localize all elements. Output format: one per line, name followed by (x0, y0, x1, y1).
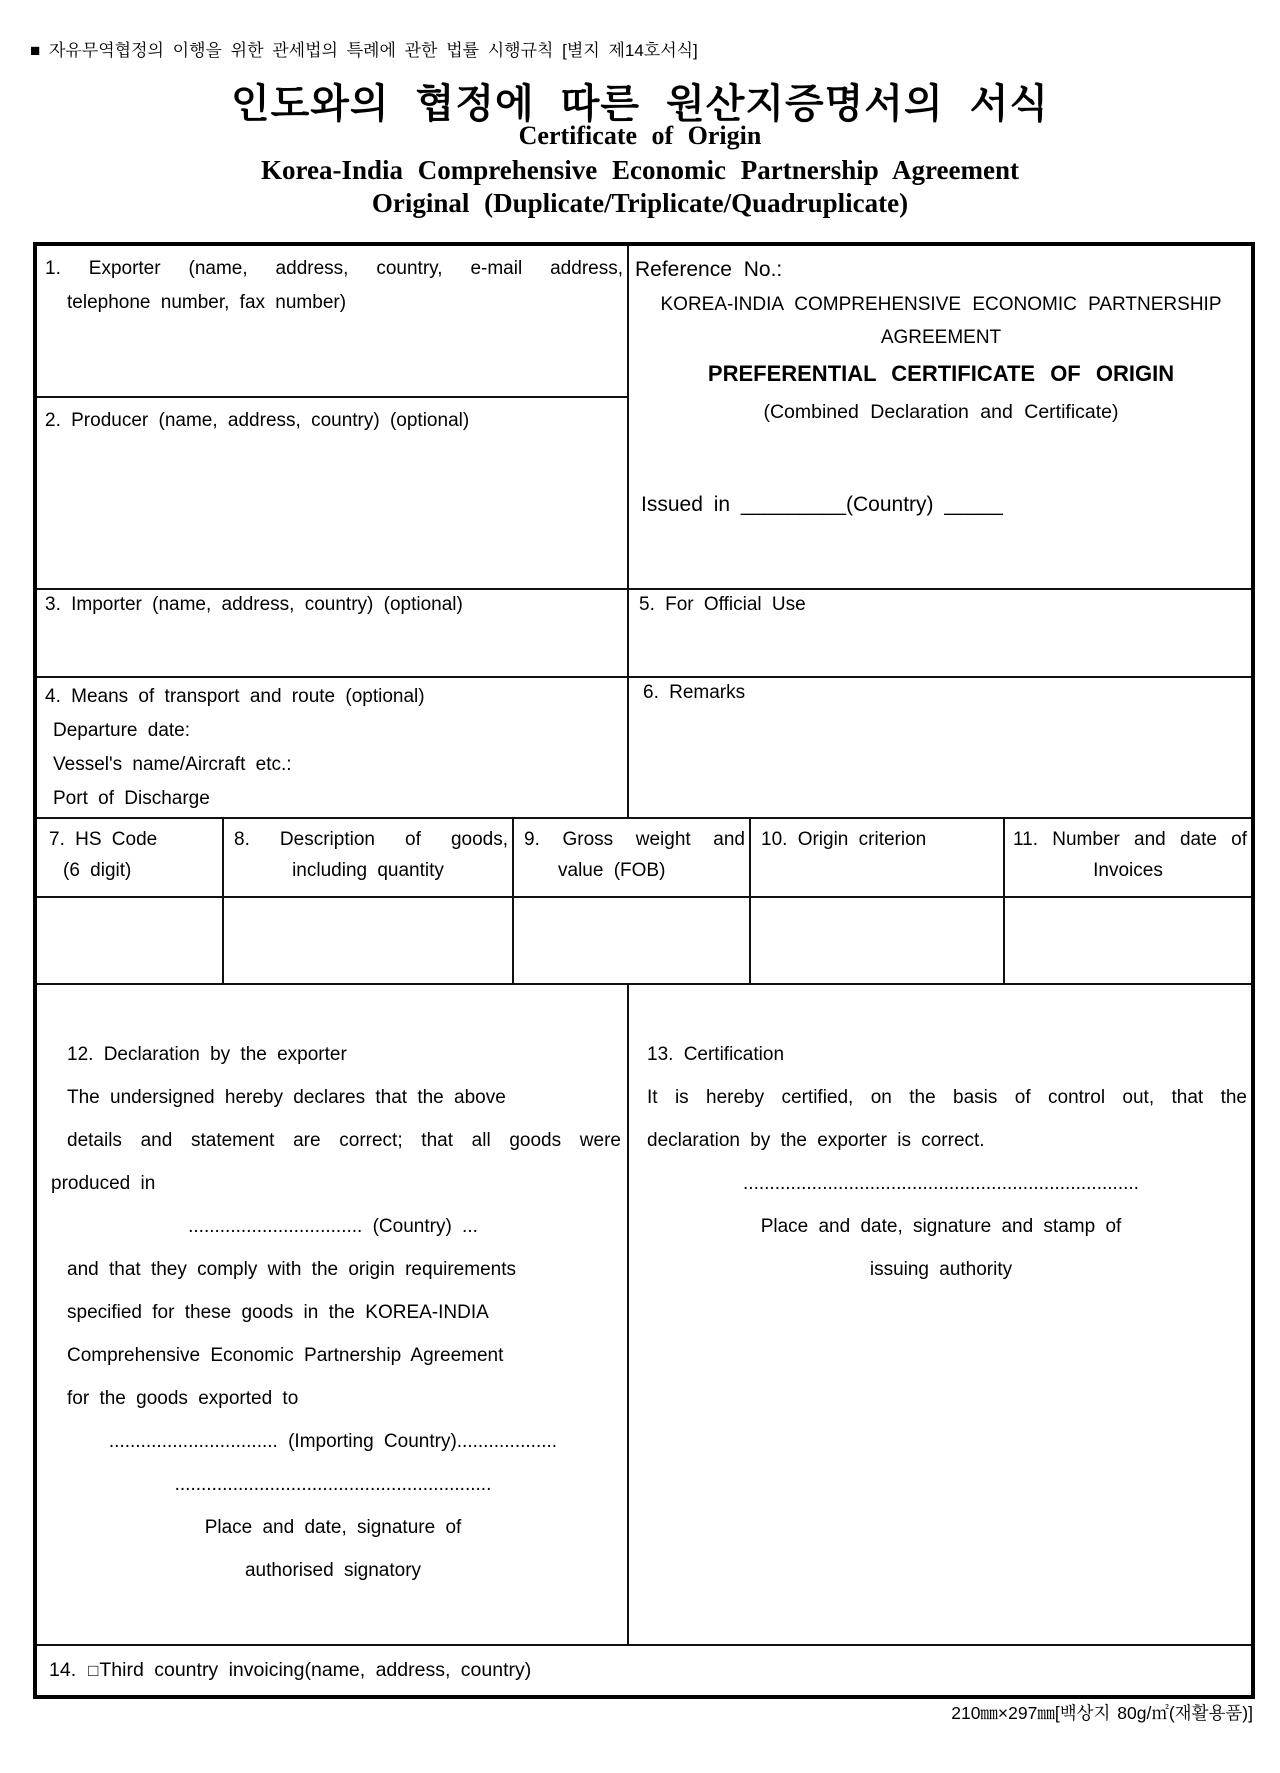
divider-line (37, 896, 1251, 898)
exporter-label-line1: 1. Exporter (name, address, country, e-mail address, (45, 258, 623, 279)
exporter-field (37, 252, 629, 320)
authority-caption-line2: issuing authority (869, 1259, 1013, 1280)
signature-dotted-line: ............................................................ (174, 1474, 492, 1495)
form-title-korean: 인도와의 협정에 따른 원산지증명서의 서식 (231, 82, 1049, 126)
authority-dotted-line: ........................................................................... (743, 1173, 1139, 1194)
agreement-name-line1: KOREA-INDIA COMPREHENSIVE ECONOMIC PARTNERSHIP (660, 294, 1222, 315)
agreement-title: Korea-India Comprehensive Economic Partnership Agreement (261, 155, 1019, 185)
declaration-by-exporter-field (37, 985, 629, 1644)
certification-text-line: It is hereby certified, on the basis of control out, that the (647, 1087, 1247, 1108)
producer-label: 2. Producer (name, address, country) (optional) (45, 410, 470, 431)
certification-text-line: declaration by the exporter is correct. (647, 1130, 985, 1151)
third-country-number: 14. (49, 1659, 77, 1681)
reference-no-label: Reference No.: (635, 258, 783, 281)
importer-field (37, 590, 629, 620)
third-country-label: Third country invoicing(name, address, country) (99, 1659, 532, 1681)
agreement-name-line2: AGREEMENT (880, 327, 1002, 348)
preferential-certificate-title: PREFERENTIAL CERTIFICATE OF ORIGIN (707, 361, 1175, 386)
signature-caption-line2: authorised signatory (244, 1560, 422, 1581)
goods-col-invoices (1005, 819, 1251, 894)
vessel-name-label: Vessel's name/Aircraft etc.: (53, 754, 292, 775)
hs-code-label-line2: (6 digit) (63, 860, 132, 881)
divider-line (37, 396, 629, 398)
invoices-label-line2: Invoices (1093, 860, 1163, 881)
declaration-text-line: details and statement are correct; that all goods were (67, 1130, 621, 1151)
declaration-text-line: specified for these goods in the KOREA-INDIA (67, 1302, 489, 1323)
issued-in-field: Issued in _________(Country) _____ (641, 493, 1003, 516)
goods-col-gross-weight (514, 819, 749, 894)
third-country-checkbox: □ (88, 1660, 99, 1680)
exporter-label-line2: telephone number, fax number) (67, 292, 347, 313)
origin-criterion-label: 10. Origin criterion (761, 829, 927, 850)
transport-label: 4. Means of transport and route (optional) (45, 686, 425, 707)
invoices-label-line1: 11. Number and date of (1013, 829, 1247, 850)
transport-field (37, 678, 629, 816)
declaration-text-line: produced in (51, 1173, 156, 1194)
goods-col-description (224, 819, 512, 894)
certification-title: 13. Certification (647, 1044, 785, 1065)
combined-declaration-subtitle: (Combined Declaration and Certificate) (763, 401, 1119, 423)
hs-code-label-line1: 7. HS Code (49, 829, 158, 850)
declaration-title: 12. Declaration by the exporter (67, 1044, 347, 1065)
declaration-text-line: for the goods exported to (67, 1388, 299, 1409)
remarks-field (629, 678, 1253, 708)
declaration-text-line: The undersigned hereby declares that the above (67, 1087, 506, 1108)
third-country-invoicing-field (37, 1646, 1251, 1695)
goods-col-hs-code (37, 819, 222, 894)
regulation-notice: ■ 자유무역협정의 이행을 위한 관세법의 특례에 관한 법률 시행규칙 [별지 제14호서식] (30, 41, 698, 60)
reference-block (629, 250, 1253, 431)
goods-col-origin-criterion (751, 819, 1003, 894)
description-label-line1: 8. Description of goods, (234, 829, 508, 850)
paper-spec-note: 210㎜×297㎜[백상지 80g/㎡(재활용품)] (951, 1703, 1253, 1723)
gross-weight-label-line2: value (FOB) (558, 860, 666, 881)
declaration-text-line: and that they comply with the origin requirements (67, 1259, 516, 1280)
copy-type-line: Original (Duplicate/Triplicate/Quadruplicate) (371, 188, 909, 218)
official-use-field (629, 590, 1253, 620)
gross-weight-label-line1: 9. Gross weight and (524, 829, 745, 850)
signature-caption-line1: Place and date, signature of (204, 1517, 462, 1538)
importer-label: 3. Importer (name, address, country) (optional) (45, 594, 463, 615)
description-label-line2: including quantity (292, 860, 444, 881)
producer-field (37, 399, 629, 439)
country-dotted-line: ................................. (Country) ... (188, 1216, 478, 1237)
importing-country-dotted-line: ................................ (Importing Country)................... (108, 1431, 558, 1452)
authority-caption-line1: Place and date, signature and stamp of (760, 1216, 1122, 1237)
port-of-discharge-label: Port of Discharge (53, 788, 210, 809)
remarks-label: 6. Remarks (643, 682, 746, 703)
official-use-label: 5. For Official Use (639, 594, 806, 615)
form-title-english: Certificate of Origin (518, 121, 762, 150)
declaration-text-line: Comprehensive Economic Partnership Agreement (67, 1345, 504, 1366)
certification-field (629, 985, 1253, 1644)
departure-date-label: Departure date: (53, 720, 191, 741)
